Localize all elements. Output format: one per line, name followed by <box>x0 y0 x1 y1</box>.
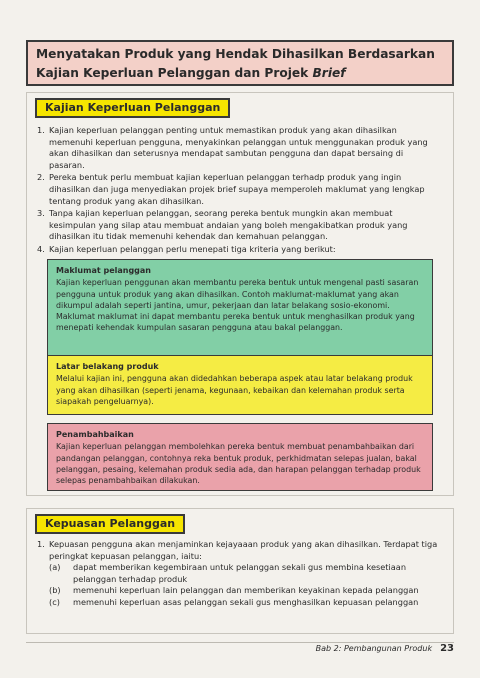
sub-label: (a) <box>49 562 61 573</box>
sub-label: (b) <box>49 585 61 596</box>
box-penambahbaikan <box>47 423 433 491</box>
item-number: 4. <box>37 243 45 254</box>
list-item <box>27 244 433 256</box>
title-line-2-main: Kajian Keperluan Pelanggan dan Projek <box>36 66 313 80</box>
box-title: Latar belakang produk <box>56 362 159 371</box>
item-number: 2. <box>37 172 45 183</box>
sub-text: dapat memberikan kegembiraan untuk pelanggan sekali gus membina kesetiaan pelanggan terhadap produk <box>73 562 407 584</box>
kajian-list <box>27 125 433 257</box>
title-brief: Brief <box>312 66 346 80</box>
section-heading-kepuasan: Kepuasan Pelanggan <box>35 514 185 534</box>
page-footer <box>26 642 454 655</box>
chapter-label: Bab 2: Pembangunan Produk <box>315 644 433 653</box>
title-line-1: Menyatakan Produk yang Hendak Dihasilkan Berdasarkan <box>36 47 435 61</box>
list-item <box>27 539 439 609</box>
box-text: Kajian keperluan pelanggan membolehkan pereka bentuk membuat penambahbaikan dari pandangan pelanggan, contohnya reka bentuk produk, perkhidmatan selepas jualan, bakal pelanggan, pesaing, kelemahan produk sedia ada, dan harapan pelanggan terhadap produk selepas penambahbaikan dilakukan. <box>56 442 421 486</box>
box-text: Melalui kajian ini, pengguna akan didedahkan beberapa aspek atau latar belakang produk yang akan dihasilkan (seperti jenama, kegunaan, kebaikan dan kelemahan produk serta siapakah pengeluarnya). <box>56 374 413 406</box>
sub-list-item <box>49 562 443 585</box>
box-latar-belakang <box>47 355 433 415</box>
section-kepuasan <box>26 508 454 634</box>
sub-label: (c) <box>49 596 60 607</box>
list-item <box>27 172 433 207</box>
section-kajian <box>26 92 454 496</box>
list-item <box>27 125 433 171</box>
sub-text: memenuhi keperluan asas pelanggan sekali gus menghasilkan kepuasan pelanggan <box>73 596 419 607</box>
item-number: 3. <box>37 208 45 219</box>
list-item <box>27 208 433 243</box>
item-number: 1. <box>37 125 45 135</box>
kepuasan-list <box>27 539 439 609</box>
page-title <box>26 40 454 86</box>
item-text: Pereka bentuk perlu membuat kajian keperluan pelanggan terhadp produk yang ingin dihasilkan dan juga menyediakan projek brief supaya memperoleh maklumat yang lengkap tentang produk yang akan dihasilkan. <box>49 172 425 206</box>
page-number: 23 <box>440 643 454 654</box>
sub-list-item <box>49 597 443 609</box>
box-text: Kajian keperluan penggunan akan membantu pereka bentuk untuk mengenal pasti sasaran pengguna untuk produk yang akan dihasilkan. Contoh maklumat-maklumat yang akan dikumpul adalah seperti jantina, umur, pekerjaan dan latar belakang sosio-ekonomi. Maklumat maklumat ini dapat membantu pereka bentuk untuk menghasilkan produk yang menepati kehendak kumpulan sasaran pengguna atau bakal pelanggan. <box>56 278 419 333</box>
box-title: Maklumat pelanggan <box>56 266 151 275</box>
sub-text: memenuhi keperluan lain pelanggan dan memberikan keyakinan kepada pelanggan <box>73 585 419 596</box>
item-text: Kajian keperluan pelanggan perlu menepati tiga kriteria yang berikut: <box>49 243 336 254</box>
section-heading-kajian: Kajian Keperluan Pelanggan <box>35 98 230 118</box>
title-line-2 <box>36 64 444 83</box>
sub-list-item <box>49 585 443 597</box>
item-text: Tanpa kajian keperluan pelanggan, seorang pereka bentuk mungkin akan membuat kesimpulan yang silap atau membuat andaian yang boleh mengakibatkan produk yang dihasilkan itu tidak memenuhi kehendak dan kemahuan pelanggan. <box>49 208 408 242</box>
item-text: Kajian keperluan pelanggan penting untuk memastikan produk yang akan dihasilkan memenuhi keperluan pengguna, menyakinkan pelanggan untuk menggunakan produk yang akan dihasilkan dan seterusnya mendapat sambutan pengguna dan dapat bersaing di pasaran. <box>49 125 428 170</box>
item-text: Kepuasan pengguna akan menjaminkan kejayaaan produk yang akan dihasilkan. Terdapat tiga peringkat kepuasan pelanggan, iaitu: <box>49 539 438 561</box>
sub-list <box>49 562 439 608</box>
box-title: Penambahbaikan <box>56 430 134 439</box>
item-number: 1. <box>37 539 45 549</box>
